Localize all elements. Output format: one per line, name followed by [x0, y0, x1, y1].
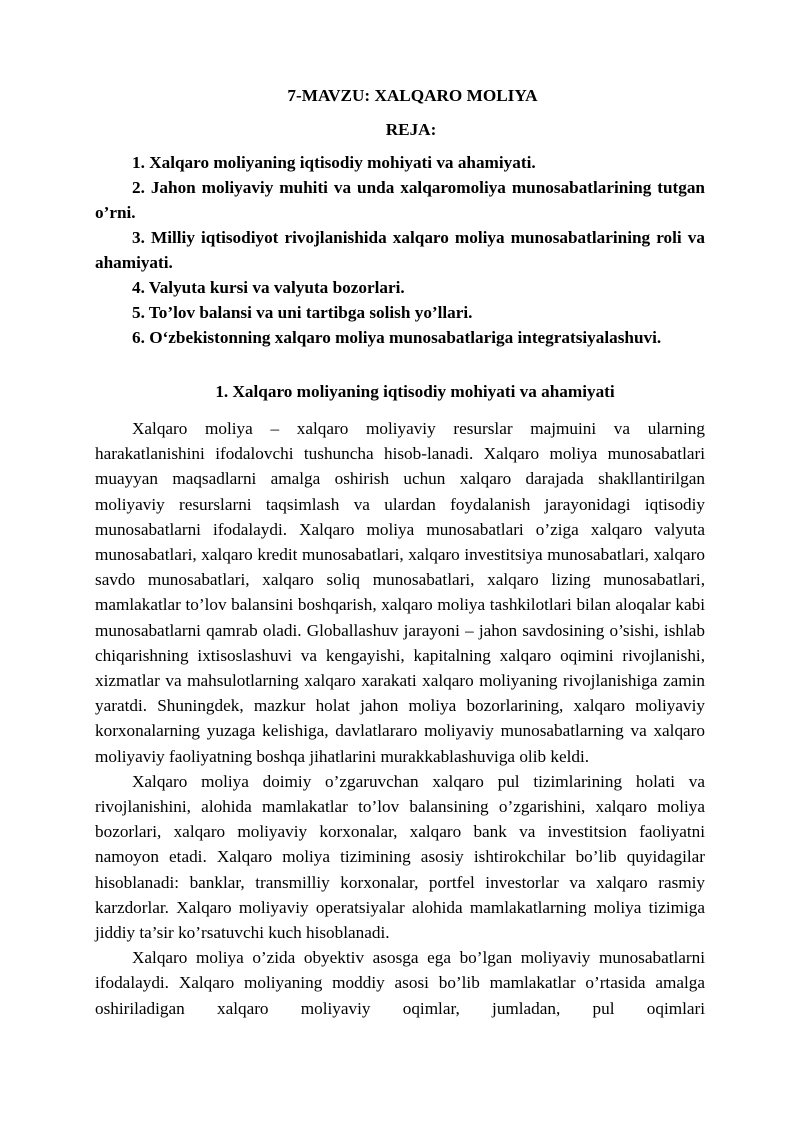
plan-item-1: 1. Xalqaro moliyaning iqtisodiy mohiyati va ahamiyati.: [132, 153, 536, 172]
plan-list: [95, 150, 705, 350]
plan-item-6: 6. O‘zbekistonning xalqaro moliya munosabatlariga integratsiyalashuvi.: [132, 328, 662, 347]
plan-item-5: 5. To’lov balansi va uni tartibga solish yo’llari.: [132, 303, 473, 322]
paragraph-1: Xalqaro moliya – xalqaro moliyaviy resurslar majmuini va ularning harakatlanishini ifodalovchi tushuncha hisob-lanadi. Xalqaro moliya munosabatlari muayyan maqsadlarni amalga oshirish uchun xalqaro darajada shakllantirilgan moliyaviy resurslarni taqsimlash va ulardan foydalanish jarayonidagi iqtisodiy munosabatlarni ifodalaydi. Xalqaro moliya munosabatlari o’ziga xalqaro valyuta munosabatlari, xalqaro kredit munosabatlari, xalqaro investitsiya munosabatlari, xalqaro savdo munosabatlari, xalqaro soliq munosabatlari, xalqaro lizing munosabatlari, mamlakatlar to’lov balansini boshqarish, xalqaro moliya tashkilotlari bilan aloqalar kabi munosabatlarni qamrab oladi. Globallashuv jarayoni – jahon savdosining o’sishi, ishlab chiqarishning ixtisoslashuvi va kengayishi, kapitalning xalqaro oqimini rivojlanishi, xizmatlar va mahsulotlarning xalqaro xarakati xalqaro moliyaning rivojlanishiga zamin yaratdi. Shuningdek, mazkur holat jahon moliya bozorlarining, xalqaro moliyaviy korxonalarning yuzaga kelishiga, davlatlararo moliyaviy munosabatlarning va xalqaro moliyaviy faoliyatning boshqa jihatlarini murakkablashuviga olib keldi.: [95, 419, 705, 766]
plan-item-4: 4. Valyuta kursi va valyuta bozorlari.: [132, 278, 405, 297]
plan-item-3: 3. Milliy iqtisodiyot rivojlanishida xalqaro moliya munosabatlarining roli va ahamiyati.: [95, 228, 705, 272]
paragraph-3: Xalqaro moliya o’zida obyektiv asosga ega bo’lgan moliyaviy munosabatlarni ifodalaydi. Xalqaro moliyaning moddiy asosi bo’lib mamlakatlar o’rtasida amalga oshiriladigan xalqaro moliyaviy oqimlar, jumladan, pul oqimlari: [95, 948, 705, 1018]
page-title: 7-MAVZU: XALQARO MOLIYA: [287, 86, 538, 105]
paragraph-2: Xalqaro moliya doimiy o’zgaruvchan xalqaro pul tizimlarining holati va rivojlanishini, alohida mamlakatlar to’lov balansining o’zgarishini, xalqaro moliya bozorlari, xalqaro moliyaviy korxonalar, xalqaro bank va investitsion faoliyatni namoyon etadi. Xalqaro moliya tizimining asosiy ishtirokchilar bo’lib quyidagilar hisoblanadi: banklar, transmilliy korxonalar, portfel investorlar va xalqaro rasmiy karzdorlar. Xalqaro moliyaviy operatsiyalar alohida mamlakatlarning moliya tizimiga jiddiy ta’sir ko’rsatuvchi kuch hisoblanadi.: [95, 771, 705, 943]
plan-heading: REJA:: [385, 120, 437, 139]
body-text: [95, 416, 705, 1021]
section-heading: 1. Xalqaro moliyaning iqtisodiy mohiyati va ahamiyati: [215, 382, 615, 401]
plan-item-2: 2. Jahon moliyaviy muhiti va unda xalqaromoliya munosabatlarining tutgan o’rni.: [95, 178, 705, 222]
